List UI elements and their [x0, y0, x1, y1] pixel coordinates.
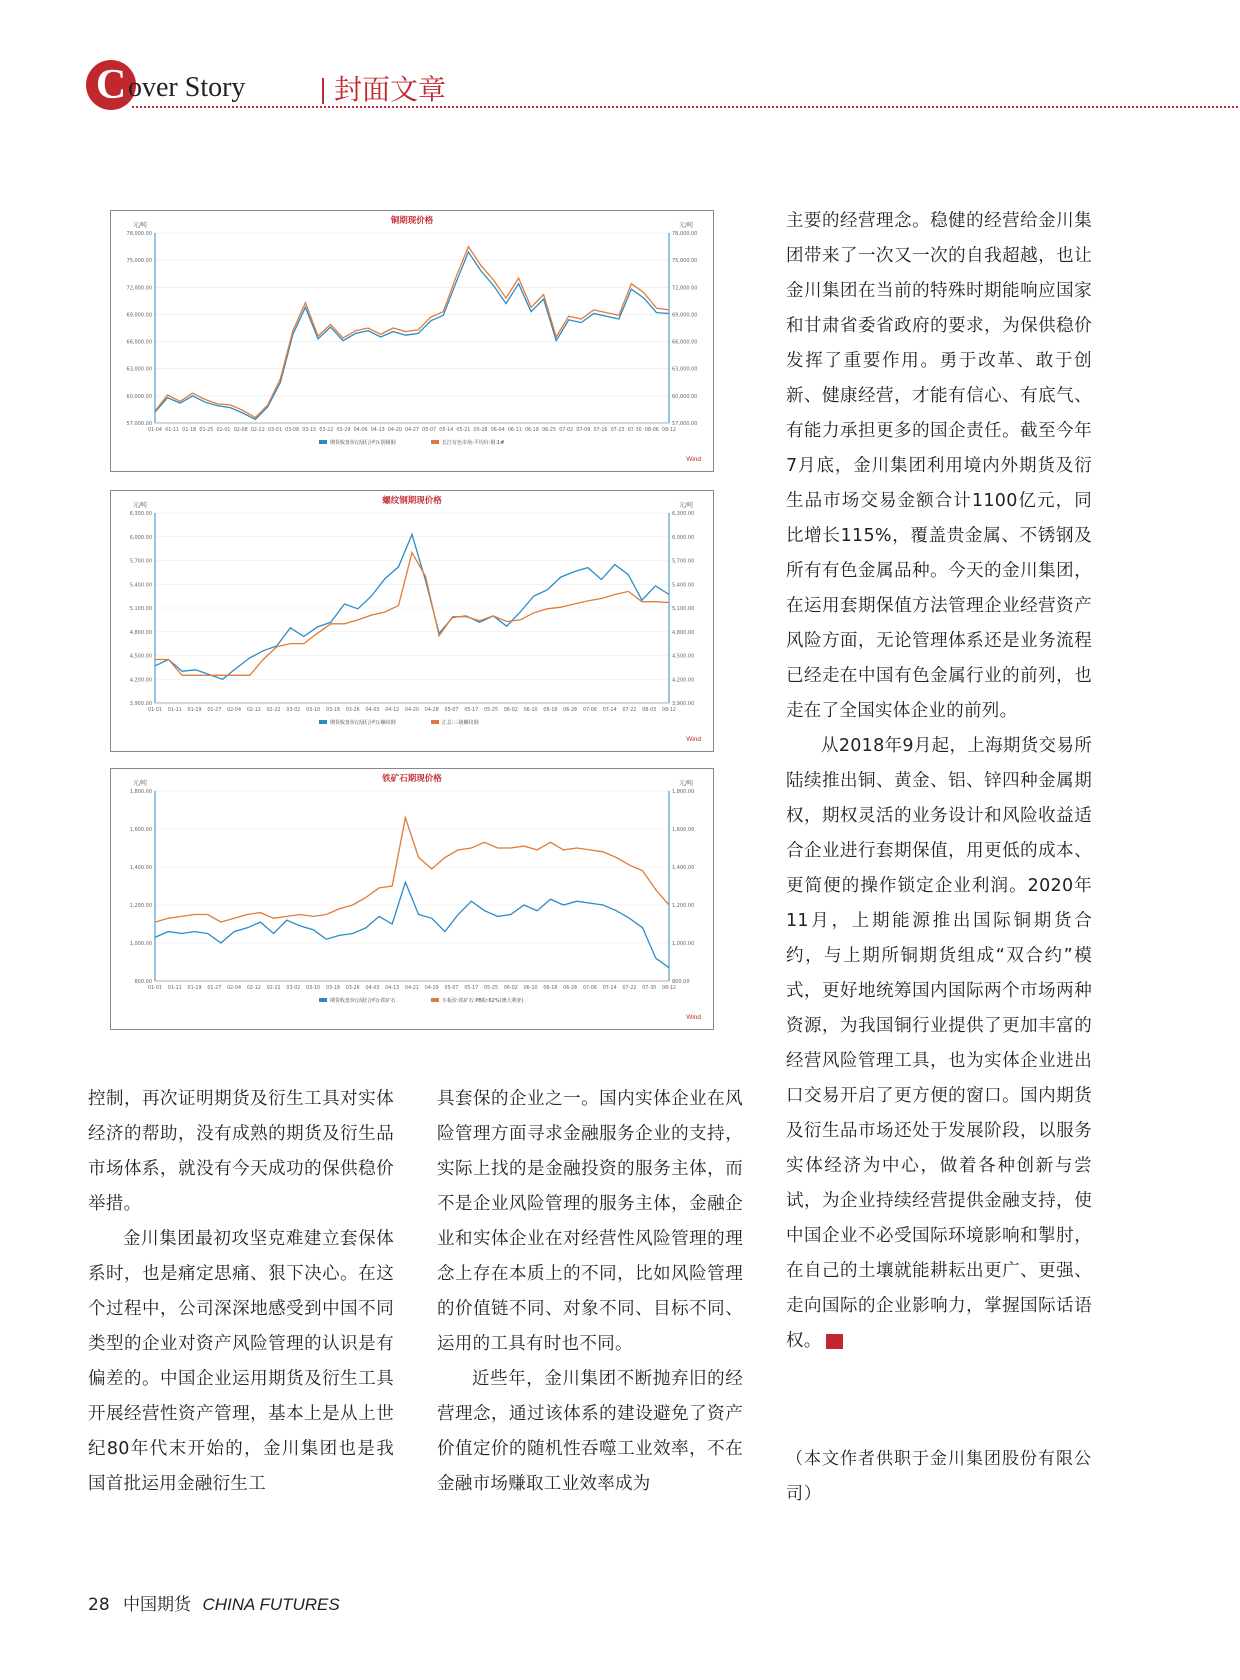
- y-tick-label-right: 1,200.00: [672, 903, 695, 909]
- x-tick-label: 07-14: [602, 708, 617, 713]
- x-tick-label: 04-29: [424, 986, 439, 991]
- y-tick-label-left: 1,400.00: [129, 865, 152, 871]
- article-column-right: [786, 204, 1092, 1359]
- y-tick-label-left: 1,200.00: [129, 903, 152, 909]
- x-tick-label: 04-03: [365, 708, 380, 713]
- legend-swatch: [431, 720, 439, 724]
- y-tick-label-right: 60,000.00: [672, 393, 698, 400]
- y-tick-label-left: 4,200.00: [129, 677, 152, 684]
- x-tick-label: 01-11: [165, 428, 180, 433]
- chart-title: 螺纹钢期现价格: [382, 496, 442, 506]
- legend-label: 汇总:三级螺纹钢: [442, 720, 479, 726]
- y-axis-unit-left: 元/吨: [133, 780, 148, 787]
- x-tick-label: 04-13: [385, 986, 400, 991]
- legend-label: 期货收盘价(活跃合约):阴极铜: [330, 440, 396, 446]
- y-tick-label-right: 5,700.00: [672, 558, 695, 565]
- chart-rebar: [110, 490, 714, 752]
- x-tick-label: 03-29: [336, 428, 351, 433]
- x-tick-label: 06-04: [490, 428, 505, 433]
- x-tick-label: 01-04: [148, 428, 162, 433]
- section-title-cn: 封面文章: [334, 73, 447, 106]
- y-tick-label-left: 78,000.00: [126, 231, 152, 237]
- x-tick-label: 06-11: [507, 428, 522, 433]
- header-dotted-rule: [132, 106, 1238, 108]
- article-column-left: [88, 1082, 394, 1502]
- paragraph-text: 从2018年9月起，上海期货交易所陆续推出铜、黄金、铝、锌四种金属期权，期权灵活的业务设计和风险收益适合企业进行套期保值，用更低的成本、更简便的操作锁定企业利润。2020年11月，上期能源推出国际铜期货合约，与上期所铜期货组成“双合约”模式，更好地统筹国内国际两个市场两种资源，为我国铜行业提供了更加丰富的经营风险管理工具，也为实体企业进出口交易开启了更方便的窗口。国内期货及衍生品市场还处于发展阶段，以服务实体经济为中心，做着各种创新与尝试，为企业持续经营提供金融支持，使中国企业不必受国际环境影响和掣肘，在自己的土壤就能耕耘出更广、更强、走向国际的企业影响力，掌握国际话语权。: [786, 736, 1092, 1351]
- x-tick-label: 06-18: [543, 708, 558, 713]
- x-tick-label: 05-17: [464, 986, 479, 991]
- chart-iron-ore: [110, 768, 714, 1030]
- x-tick-label: 07-30: [642, 986, 657, 991]
- x-tick-label: 02-12: [246, 986, 261, 991]
- x-tick-label: 05-21: [456, 428, 471, 433]
- x-tick-label: 07-02: [559, 428, 574, 433]
- y-tick-label-right: 6,300.00: [672, 511, 695, 517]
- x-tick-label: 06-18: [524, 428, 539, 433]
- x-tick-label: 05-25: [484, 708, 499, 713]
- y-tick-label-right: 57,000.00: [672, 421, 698, 427]
- y-axis-unit-right: 元/吨: [679, 780, 694, 787]
- x-tick-label: 03-10: [306, 986, 321, 991]
- x-tick-label: 04-12: [385, 708, 400, 713]
- chart-title: 铜期现价格: [390, 216, 434, 226]
- x-tick-label: 03-22: [319, 428, 334, 433]
- x-tick-label: 04-20: [387, 428, 402, 433]
- x-tick-label: 06-10: [523, 708, 538, 713]
- x-tick-label: 07-23: [610, 428, 625, 433]
- x-tick-label: 07-06: [582, 708, 597, 713]
- y-tick-label-left: 69,000.00: [126, 312, 152, 319]
- y-tick-label-left: 6,300.00: [129, 511, 152, 517]
- y-tick-label-right: 6,000.00: [672, 534, 695, 541]
- paragraph: 具套保的企业之一。国内实体企业在风险管理方面寻求金融服务企业的支持，实际上找的是金融投资的服务主体，而不是企业风险管理的服务主体，金融企业和实体企业在对经营性风险管理的理念上存在本质上的不同，比如风险管理的价值链不同、对象不同、目标不同、运用的工具有时也不同。: [437, 1089, 743, 1354]
- y-tick-label-right: 66,000.00: [672, 339, 698, 346]
- x-tick-label: 07-22: [622, 708, 637, 713]
- x-tick-label: 03-15: [302, 428, 317, 433]
- x-tick-label: 04-21: [405, 986, 419, 991]
- end-mark-icon: CFI: [826, 1334, 843, 1349]
- legend-swatch: [319, 998, 327, 1002]
- x-tick-label: 05-28: [473, 428, 488, 433]
- x-tick-label: 01-27: [207, 708, 222, 713]
- y-tick-label-left: 1,800.00: [129, 789, 152, 795]
- magazine-name-en: CHINA FUTURES: [202, 1595, 340, 1614]
- x-tick-label: 08-12: [662, 986, 676, 991]
- x-tick-label: 02-22: [266, 708, 281, 713]
- chart-svg: [111, 211, 713, 471]
- y-tick-label-right: 1,600.00: [672, 827, 695, 833]
- x-tick-label: 07-06: [582, 986, 597, 991]
- page-header: [86, 58, 1186, 114]
- x-tick-label: 04-27: [405, 428, 419, 433]
- legend-label: 期货收盘价(活跃合约):铁矿石: [330, 998, 396, 1004]
- chart-copper: [110, 210, 714, 472]
- y-tick-label-left: 57,000.00: [126, 421, 152, 427]
- x-tick-label: 08-06: [644, 428, 659, 433]
- y-tick-label-left: 5,700.00: [129, 558, 152, 565]
- x-tick-label: 07-30: [627, 428, 642, 433]
- y-tick-label-left: 60,000.00: [126, 393, 152, 400]
- x-tick-label: 03-08: [285, 428, 300, 433]
- x-tick-label: 02-08: [233, 428, 248, 433]
- x-tick-label: 04-28: [424, 708, 439, 713]
- x-tick-label: 04-03: [365, 986, 380, 991]
- y-tick-label-left: 5,100.00: [129, 606, 152, 612]
- y-tick-label-right: 75,000.00: [672, 258, 698, 265]
- x-tick-label: 07-22: [622, 986, 637, 991]
- paragraph: 近些年，金川集团不断抛弃旧的经营理念，通过该体系的建设避免了资产价值定价的随机性吞噬工业效率，不在金融市场赚取工业效率成为: [437, 1369, 743, 1494]
- y-tick-label-left: 75,000.00: [126, 258, 152, 265]
- y-tick-label-left: 66,000.00: [126, 339, 152, 346]
- y-tick-label-right: 800.00: [672, 979, 690, 985]
- x-tick-label: 07-09: [576, 428, 591, 433]
- y-tick-label-left: 4,800.00: [129, 629, 152, 636]
- x-tick-label: 06-10: [523, 986, 538, 991]
- x-tick-label: 03-26: [345, 986, 360, 991]
- x-tick-label: 06-18: [543, 986, 558, 991]
- y-tick-label-right: 1,800.00: [672, 789, 695, 795]
- x-tick-label: 05-07: [422, 428, 437, 433]
- x-tick-label: 01-19: [187, 708, 202, 713]
- legend-swatch: [431, 998, 439, 1002]
- x-tick-label: 03-26: [345, 708, 360, 713]
- y-tick-label-right: 72,000.00: [672, 285, 698, 292]
- y-axis-unit-left: 元/吨: [133, 502, 148, 509]
- x-tick-label: 05-07: [444, 708, 459, 713]
- y-tick-label-right: 78,000.00: [672, 231, 698, 237]
- paragraph: 控制，再次证明期货及衍生工具对实体经济的帮助，没有成熟的期货及衍生品市场体系，就没有今天成功的保供稳价举措。: [88, 1089, 394, 1214]
- y-tick-label-right: 4,200.00: [672, 677, 695, 684]
- data-source-label: Wind: [686, 736, 701, 743]
- series-line: [155, 534, 669, 679]
- x-tick-label: 04-20: [405, 708, 419, 713]
- chart-svg: [111, 491, 713, 751]
- y-tick-label-right: 3,900.00: [672, 701, 695, 707]
- page-number: 28: [88, 1595, 110, 1615]
- x-tick-label: 05-14: [439, 428, 454, 433]
- y-tick-label-left: 5,400.00: [129, 582, 152, 589]
- x-tick-label: 06-28: [563, 708, 578, 713]
- cover-story-logo: C: [86, 60, 136, 110]
- y-tick-label-right: 69,000.00: [672, 312, 698, 319]
- x-tick-label: 03-18: [325, 986, 340, 991]
- y-tick-label-left: 4,500.00: [129, 653, 152, 660]
- series-line: [155, 247, 669, 418]
- section-title-en: over Story: [128, 72, 246, 103]
- data-source-label: Wind: [686, 1014, 701, 1021]
- x-tick-label: 06-02: [503, 708, 518, 713]
- y-tick-label-right: 5,400.00: [672, 582, 695, 589]
- chart-title: 铁矿石期现价格: [382, 774, 442, 784]
- x-tick-label: 03-02: [286, 986, 301, 991]
- x-tick-label: 02-04: [227, 986, 242, 991]
- chart-svg: [111, 769, 713, 1029]
- x-tick-label: 01-01: [148, 708, 162, 713]
- x-tick-label: 01-11: [167, 708, 182, 713]
- legend-label: 车板价:铁矿石:PB粉:62%(澳大利亚): [442, 998, 524, 1004]
- x-tick-label: 08-12: [662, 708, 676, 713]
- y-tick-label-left: 1,000.00: [129, 941, 152, 947]
- legend-swatch: [431, 440, 439, 444]
- x-tick-label: 02-01: [216, 428, 231, 433]
- x-tick-label: 06-28: [563, 986, 578, 991]
- x-tick-label: 01-18: [182, 428, 197, 433]
- y-tick-label-left: 6,000.00: [129, 534, 152, 541]
- x-tick-label: 02-22: [266, 986, 281, 991]
- paragraph: [786, 729, 1092, 1359]
- x-tick-label: 07-14: [602, 986, 617, 991]
- x-tick-label: 01-01: [148, 986, 162, 991]
- series-line: [155, 882, 669, 968]
- x-tick-label: 01-19: [187, 986, 202, 991]
- x-tick-label: 06-25: [542, 428, 557, 433]
- x-tick-label: 03-01: [267, 428, 282, 433]
- series-line: [155, 818, 669, 923]
- x-tick-label: 03-18: [325, 708, 340, 713]
- x-tick-label: 02-04: [227, 708, 242, 713]
- y-axis-unit-right: 元/吨: [679, 222, 694, 229]
- article-column-middle: [437, 1082, 743, 1502]
- y-tick-label-right: 1,000.00: [672, 941, 695, 947]
- x-tick-label: 01-27: [207, 986, 222, 991]
- y-tick-label-left: 72,000.00: [126, 285, 152, 292]
- x-tick-label: 05-25: [484, 986, 499, 991]
- x-tick-label: 07-16: [593, 428, 608, 433]
- legend-swatch: [319, 720, 327, 724]
- x-tick-label: 05-17: [464, 708, 479, 713]
- author-byline: （本文作者供职于金川集团股份有限公司）: [786, 1449, 1092, 1504]
- y-tick-label-left: 1,600.00: [129, 827, 152, 833]
- paragraph: 主要的经营理念。稳健的经营给金川集团带来了一次又一次的自我超越，也让金川集团在当前的特殊时期能响应国家和甘肃省委省政府的要求，为保供稳价发挥了重要作用。勇于改革、敢于创新、健康经营，才能有信心、有底气、有能力承担更多的国企责任。截至今年7月底，金川集团利用境内外期货及衍生品市场交易金额合计1100亿元，同比增长115%，覆盖贵金属、不锈钢及所有有色金属品种。今天的金川集团，在运用套期保值方法管理企业经营资产风险方面，无论管理体系还是业务流程已经走在中国有色金属行业的前列，也走在了全国实体企业的前列。: [786, 211, 1092, 721]
- y-tick-label-right: 4,500.00: [672, 653, 695, 660]
- legend-label: 长江有色市场:平均价:铜:1#: [442, 440, 505, 446]
- x-tick-label: 08-12: [662, 428, 676, 433]
- x-tick-label: 01-11: [167, 986, 182, 991]
- x-tick-label: 02-22: [250, 428, 265, 433]
- y-tick-label-left: 800.00: [134, 979, 152, 985]
- y-tick-label-left: 63,000.00: [126, 366, 152, 373]
- x-tick-label: 04-13: [370, 428, 385, 433]
- x-tick-label: 04-06: [353, 428, 368, 433]
- x-tick-label: 03-10: [306, 708, 321, 713]
- y-tick-label-right: 63,000.00: [672, 366, 698, 373]
- data-source-label: Wind: [686, 456, 701, 463]
- x-tick-label: 08-03: [642, 708, 657, 713]
- header-divider: [322, 78, 324, 104]
- page-footer: [88, 1590, 340, 1615]
- y-tick-label-right: 1,400.00: [672, 865, 695, 871]
- y-tick-label-right: 4,800.00: [672, 629, 695, 636]
- legend-swatch: [319, 440, 327, 444]
- x-tick-label: 02-12: [246, 708, 261, 713]
- y-axis-unit-right: 元/吨: [679, 502, 694, 509]
- legend-label: 期货收盘价(活跃合约):螺纹钢: [330, 720, 396, 726]
- y-axis-unit-left: 元/吨: [133, 222, 148, 229]
- x-tick-label: 03-02: [286, 708, 301, 713]
- x-tick-label: 06-02: [503, 986, 518, 991]
- y-tick-label-right: 5,100.00: [672, 606, 695, 612]
- paragraph: 金川集团最初攻坚克难建立套保体系时，也是痛定思痛、狠下决心。在这个过程中，公司深深地感受到中国不同类型的企业对资产风险管理的认识是有偏差的。中国企业运用期货及衍生工具开展经营性资产管理，基本上是从上世纪80年代末开始的，金川集团也是我国首批运用金融衍生工: [88, 1229, 394, 1494]
- x-tick-label: 01-25: [199, 428, 214, 433]
- y-tick-label-left: 3,900.00: [129, 701, 152, 707]
- x-tick-label: 05-07: [444, 986, 459, 991]
- magazine-name-cn: 中国期货: [123, 1595, 192, 1615]
- series-line: [155, 252, 669, 419]
